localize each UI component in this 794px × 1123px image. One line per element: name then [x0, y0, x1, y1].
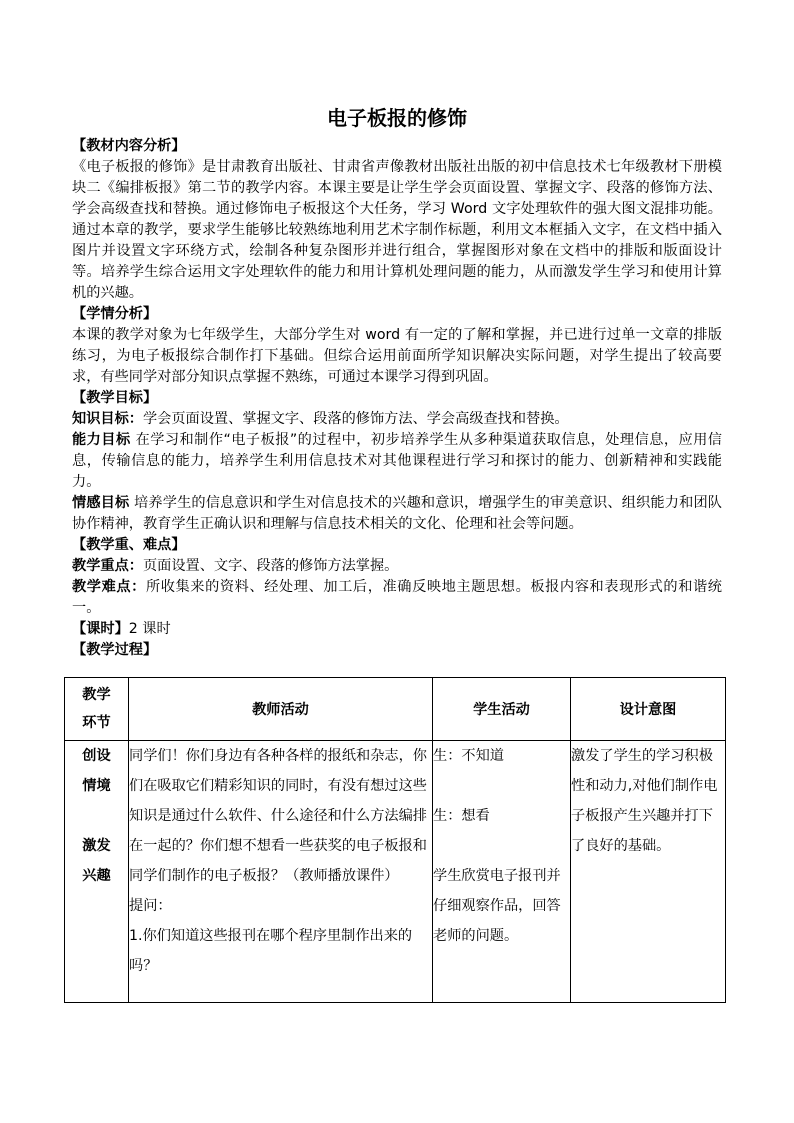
header-student-activity: 学生活动	[433, 678, 571, 741]
key-point-label: 教学重点：	[72, 558, 143, 574]
table-row	[65, 741, 726, 1003]
section-heading-goals: 【教学目标】	[72, 390, 158, 406]
section-heading-key: 【教学重、难点】	[72, 537, 186, 553]
goal-knowledge	[72, 409, 722, 430]
student-response-2: 生：想看	[433, 808, 490, 824]
header-design-intent: 设计意图	[571, 678, 726, 741]
header-stage-line1: 教学	[82, 687, 111, 703]
teacher-activity-cell	[129, 741, 433, 1003]
goal-knowledge-text: 学会页面设置、掌握文字、段落的修饰方法、学会高级查找和替换。	[142, 411, 569, 427]
paragraph-student-analysis: 本课的教学对象为七年级学生，大部分学生对 word 有一定的了解和掌握，并已进行过单一文章的排版练习，为电子板报综合制作打下基础。但综合运用前面所学知识解决实际问题，对学生提出了较高要求，有些同学对部分知识点掌握不熟练，可通过本课学习得到巩固。	[72, 327, 722, 385]
teacher-question-label: 提问：	[129, 898, 172, 914]
header-stage-line2: 环节	[82, 715, 111, 731]
goal-emotion-label: 情感目标	[72, 495, 130, 511]
header-stage	[65, 678, 129, 741]
section-heading-student: 【学情分析】	[72, 306, 158, 322]
stage-label-2b: 兴趣	[82, 868, 111, 884]
stage-label-1b: 情境	[82, 778, 111, 794]
goal-knowledge-label: 知识目标：	[72, 411, 143, 427]
student-activity-cell	[433, 741, 571, 1003]
teacher-activity-text: 同学们！你们身边有各种各样的报纸和杂志，你们在吸取它们精彩知识的同时，有没有想过这些知识是通过什么软件、什么途径和什么方法编排在一起的？你们想不想看一些获奖的电子板报和同学们制作的电子板报？（教师播放课件）	[129, 748, 427, 884]
difficult-point-label: 教学难点：	[72, 579, 146, 595]
teaching-process-table	[64, 677, 726, 1003]
design-intent-cell	[571, 741, 726, 1003]
stage-label-2a: 激发	[82, 838, 111, 854]
table-header-row	[65, 678, 726, 741]
goal-emotion-text: 培养学生的信息意识和学生对信息技术的兴趣和意识，增强学生的审美意识、组织能力和团队协作精神，教育学生正确认识和理解与信息技术相关的文化、伦理和社会等问题。	[72, 495, 722, 532]
teacher-question-1: 1.你们知道这些报刊在哪个程序里制作出来的吗？	[129, 928, 413, 974]
student-response-3: 学生欣赏电子报刊并仔细观察作品，回答老师的问题。	[433, 868, 561, 944]
key-point-text: 页面设置、文字、段落的修饰方法掌握。	[142, 558, 399, 574]
design-intent-text: 激发了学生的学习积极性和动力,对他们制作电子板报产生兴趣并打下了良好的基础。	[571, 748, 718, 854]
stage-label-1a: 创设	[82, 748, 111, 764]
goal-ability-label: 能力目标	[72, 432, 131, 448]
goal-emotion	[72, 493, 722, 535]
class-hours-label: 【课时】	[72, 621, 129, 637]
section-heading-textbook: 【教材内容分析】	[72, 138, 186, 154]
goal-ability	[72, 430, 722, 493]
student-response-1: 生：不知道	[433, 748, 504, 764]
paragraph-textbook-analysis: 《电子板报的修饰》是甘肃教育出版社、甘肃省声像教材出版社出版的初中信息技术七年级教材下册模块二《编排板报》第二节的教学内容。本课主要是让学生学会页面设置、掌握文字、段落的修饰方法、学会高级查找和替换。通过修饰电子板报这个大任务，学习 Word 文字处理软件的强大图文混排功能。通过本章的教学，要求学生能够比较熟练地利用艺术字制作标题，利用文本框插入文字，在文档中插入图片并设置文字环绕方式，绘制各种复杂图形并进行组合，掌握图形对象在文档中的排版和版面设计等。培养学生综合运用文字处理软件的能力和用计算机处理问题的能力，从而激发学生学习和使用计算机的兴趣。	[72, 159, 722, 301]
stage-cell	[65, 741, 129, 1003]
page-title: 电子板报的修饰	[327, 106, 467, 130]
section-heading-process: 【教学过程】	[72, 642, 158, 658]
difficult-point	[72, 577, 722, 619]
goal-ability-text: 在学习和制作“电子板报”的过程中，初步培养学生从多种渠道获取信息，处理信息，应用信息，传输信息的能力，培养学生利用信息技术对其他课程进行学习和探讨的能力、创新精神和实践能力。	[72, 432, 722, 490]
difficult-point-text: 所收集来的资料、经处理、加工后，准确反映地主题思想。板报内容和表现形式的和谐统一。	[72, 579, 722, 616]
header-teacher-activity: 教师活动	[129, 678, 433, 741]
document-body	[72, 136, 722, 661]
class-hours-value: 2 课时	[128, 621, 171, 637]
key-point	[72, 556, 722, 577]
class-hours	[72, 619, 722, 640]
